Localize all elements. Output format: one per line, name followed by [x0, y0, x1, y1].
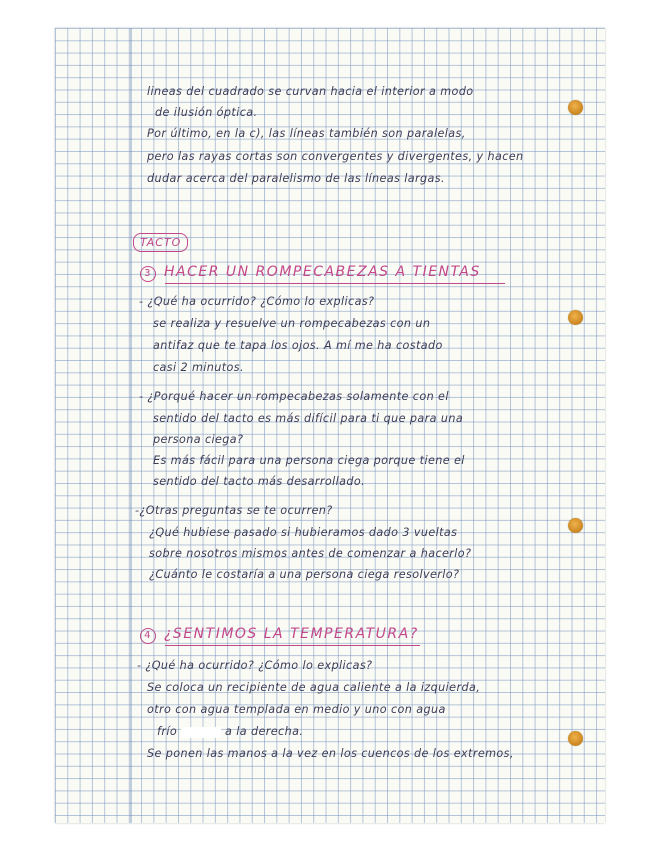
text-line: pero las rayas cortas son convergentes y divergentes, y hacen: [147, 150, 524, 163]
section-tag-tacto: TACTO: [133, 233, 188, 252]
answer-line: Es más fácil para una persona ciega porque tiene el: [153, 454, 465, 467]
answer-line: sentido del tacto más desarrollado.: [153, 475, 366, 488]
binder-hole: [568, 731, 583, 746]
notebook-page: [55, 28, 605, 823]
text-line: de ilusión óptica.: [155, 106, 258, 119]
question-line: - ¿Qué ha ocurrido? ¿Cómo lo explicas?: [139, 295, 375, 308]
section-title: ¿SENTIMOS LA TEMPERATURA?: [164, 626, 419, 642]
answer-line: casi 2 minutos.: [153, 361, 244, 374]
answer-line: [157, 725, 303, 738]
answer-line: antifaz que te tapa los ojos. A mí me ha costado: [153, 339, 443, 352]
heading-underline: [165, 283, 505, 284]
binder-hole: [568, 518, 583, 533]
answer-line: Se ponen las manos a la vez en los cuencos de los extremos,: [147, 747, 514, 760]
text-line: Por último, en la c), las líneas también son paralelas,: [147, 127, 466, 140]
heading-underline: [165, 645, 420, 646]
section-3-heading: [140, 264, 481, 282]
question-line: - ¿Qué ha ocurrido? ¿Cómo lo explicas?: [137, 659, 373, 672]
question-line: persona ciega?: [153, 433, 244, 446]
redaction-box: [181, 727, 221, 738]
answer-line: otro con agua templada en medio y uno con agua: [147, 703, 446, 716]
question-line: -¿Otras preguntas se te ocurren?: [135, 504, 333, 517]
binder-hole: [568, 100, 583, 115]
answer-line: ¿Qué hubiese pasado si hubieramos dado 3 vueltas: [149, 526, 458, 539]
answer-line: se realiza y resuelve un rompecabezas con un: [153, 317, 431, 330]
answer-word: a la derecha.: [225, 725, 304, 738]
answer-line: ¿Cuánto le costaría a una persona ciega resolverlo?: [149, 568, 460, 581]
section-title: HACER UN ROMPECABEZAS A TIENTAS: [164, 264, 481, 280]
section-4-heading: [140, 626, 419, 644]
binder-hole: [568, 310, 583, 325]
answer-line: sobre nosotros mismos antes de comenzar a hacerlo?: [149, 547, 472, 560]
question-line: sentido del tacto es más difícil para ti que para una: [153, 412, 464, 425]
margin-line: [130, 28, 132, 823]
section-number: 4: [140, 628, 156, 644]
answer-line: Se coloca un recipiente de agua caliente a la izquierda,: [147, 681, 481, 694]
answer-word: frío: [157, 725, 178, 738]
question-line: - ¿Porqué hacer un rompecabezas solamente con el: [139, 390, 449, 403]
text-line: dudar acerca del paralelismo de las líneas largas.: [147, 172, 445, 185]
text-line: lineas del cuadrado se curvan hacia el interior a modo: [147, 85, 474, 98]
section-number: 3: [140, 266, 156, 282]
